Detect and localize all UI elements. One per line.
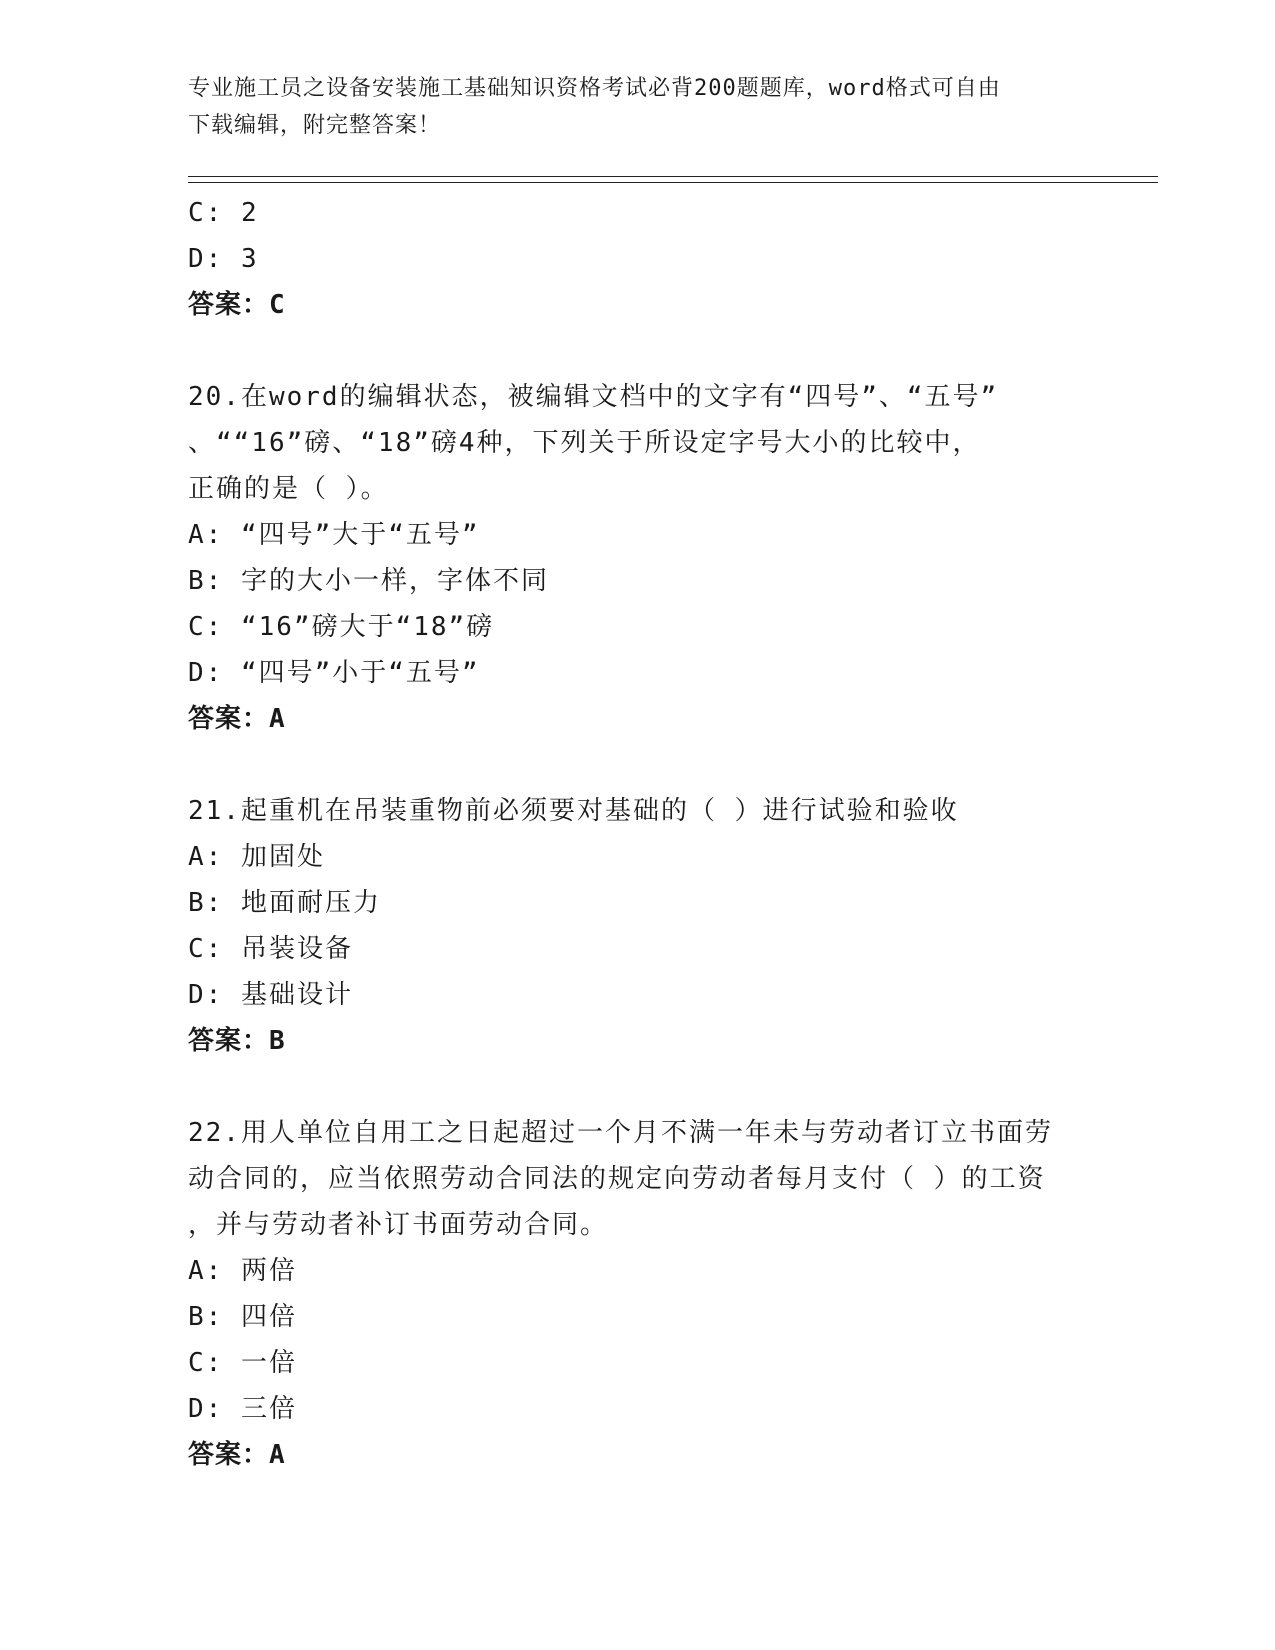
question-stem-line: 、““16”磅、“18”磅4种，下列关于所设定字号大小的比较中，: [188, 428, 981, 458]
document-header: [188, 70, 1088, 144]
option-c: C: “16”磅大于“18”磅: [188, 612, 495, 642]
option-b: B: 字的大小一样，字体不同: [188, 566, 549, 596]
answer-line: 答案：A: [188, 704, 286, 734]
question-stem-line: 22.用人单位自用工之日起超过一个月不满一年未与劳动者订立书面劳: [188, 1118, 1053, 1148]
question-stem-line: 20.在word的编辑状态，被编辑文档中的文字有“四号”、“五号”: [188, 382, 999, 412]
header-line-1: 专业施工员之设备安装施工基础知识资格考试必背200题题库，word格式可自由: [188, 76, 1001, 101]
question-stem-line: 动合同的，应当依照劳动合同法的规定向劳动者每月支付（ ）的工资: [188, 1164, 1046, 1194]
question-stem-line: ，并与劳动者补订书面劳动合同。: [188, 1210, 609, 1240]
question-stem-line: 正确的是（ ）。: [188, 474, 389, 504]
option-d: D: “四号”小于“五号”: [188, 658, 480, 688]
option-d: D: 三倍: [188, 1394, 297, 1424]
answer-line: 答案：B: [188, 1026, 286, 1056]
option-b: B: 四倍: [188, 1302, 297, 1332]
option-d: D: 3: [188, 244, 259, 274]
option-c: C: 吊装设备: [188, 934, 353, 964]
question-content: [188, 190, 1088, 1478]
answer-line: 答案：A: [188, 1440, 286, 1470]
previous-question: [188, 190, 1088, 328]
option-a: A: 加固处: [188, 842, 325, 872]
option-c: C: 2: [188, 198, 259, 228]
spacer: [188, 328, 1088, 374]
option-c: C: 一倍: [188, 1348, 297, 1378]
spacer: [188, 742, 1088, 788]
option-a: A: “四号”大于“五号”: [188, 520, 480, 550]
question-stem-line: 21.起重机在吊装重物前必须要对基础的（ ）进行试验和验收: [188, 796, 959, 826]
header-line-2: 下载编辑，附完整答案！: [188, 113, 442, 138]
answer-line: 答案：C: [188, 290, 286, 320]
question-21: [188, 788, 1088, 1064]
header-divider: [188, 176, 1158, 183]
question-22: [188, 1110, 1088, 1478]
option-b: B: 地面耐压力: [188, 888, 381, 918]
option-d: D: 基础设计: [188, 980, 353, 1010]
option-a: A: 两倍: [188, 1256, 297, 1286]
spacer: [188, 1064, 1088, 1110]
question-20: [188, 374, 1088, 742]
